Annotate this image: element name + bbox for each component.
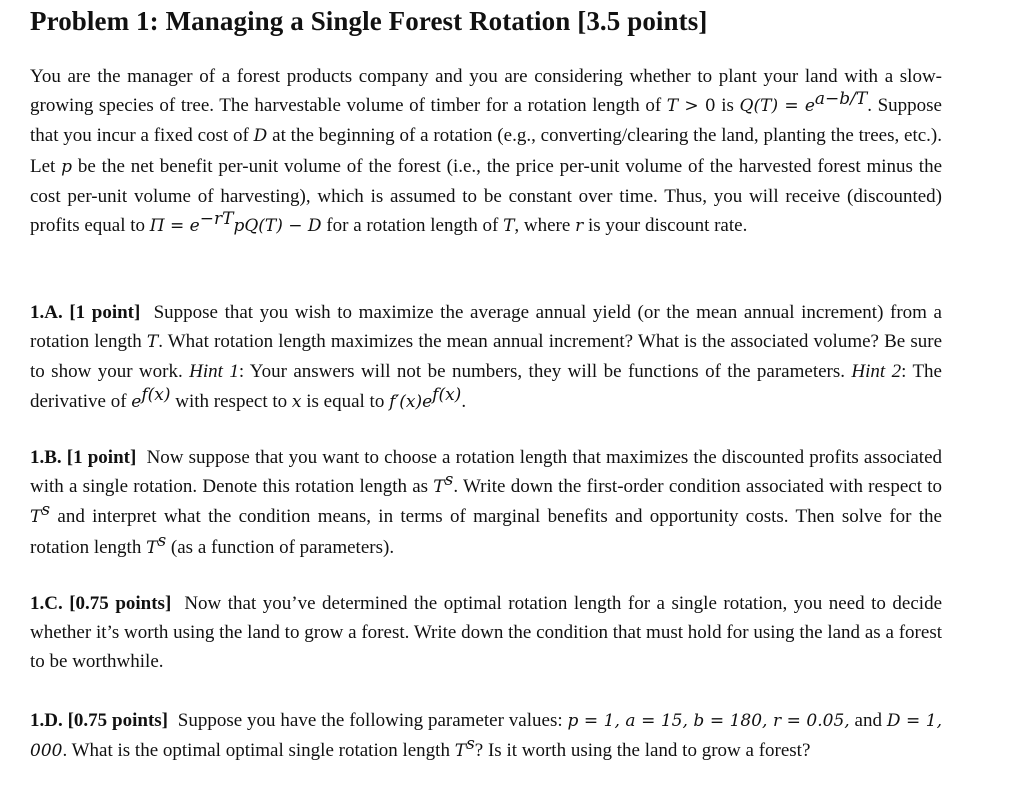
part-a-text: is equal to: [301, 390, 390, 412]
math-x: x: [291, 391, 302, 412]
intro-text: You are the manager of a forest products company and you are considering whether to plant your land with a slow-growing species of tree. The harvestable volume of timber for a rotation length of: [30, 66, 942, 117]
part-d-text: Suppose you have the following parameter values:: [177, 710, 568, 731]
part-a-text: : The derivative of: [30, 361, 942, 412]
math-T: T: [146, 537, 158, 558]
part-d-label: 1.D. [0.75 points]: [30, 710, 169, 731]
math-exponent: f(x): [141, 384, 171, 405]
math-T: T: [146, 332, 159, 353]
math-superscript-s: s: [157, 530, 167, 551]
math-T: T: [666, 96, 679, 117]
part-a-text: .: [461, 390, 467, 412]
math-superscript-s: s: [466, 734, 475, 755]
math-parameters: p = 1, a = 15, b = 180, r = 0.05,: [567, 711, 850, 731]
part-a-text: with respect to: [170, 390, 292, 412]
part-b-paragraph: [30, 443, 942, 563]
math-T: T: [503, 216, 515, 237]
intro-text: , where: [514, 215, 576, 237]
math-exponent: a−b/T: [814, 89, 868, 110]
part-b-text: (as a function of parameters).: [166, 536, 395, 558]
part-a-label: 1.A. [1 point]: [30, 302, 141, 323]
intro-text: is: [715, 95, 740, 117]
intro-text: . Suppose that you incur a fixed cost of: [30, 95, 942, 147]
math-Q-of-T: Q(T): [739, 96, 779, 117]
math-e: e: [131, 391, 142, 412]
part-b-text: . Write down the first-order condition associated with respect to: [453, 476, 942, 498]
math-T: T: [30, 507, 42, 528]
math-derivative: f′(x)e: [389, 391, 433, 412]
intro-text: for a rotation length of: [321, 215, 504, 237]
part-b-text: Now suppose that you want to choose a rotation length that maximizes the discounted profits associated with a single rotation. Denote this rotation length as: [30, 447, 942, 498]
math-gt-zero: > 0: [678, 96, 716, 117]
part-c-label: 1.C. [0.75 points]: [30, 593, 172, 614]
math-equals: =: [778, 96, 805, 117]
part-c-text: Now that you’ve determined the optimal rotation length for a single rotation, you need to decide whether it’s worth using the land to grow a forest. Write down the condition that must hold for using the land as a forest to be worthwhile.: [30, 593, 943, 673]
math-D-value: D = 1, 000: [30, 711, 943, 762]
intro-text: is your discount rate.: [583, 215, 748, 237]
part-a-paragraph: [30, 298, 942, 417]
math-T: T: [433, 477, 445, 498]
part-a-text: : Your answers will not be numbers, they will be functions of the parameters.: [238, 361, 852, 383]
hint-1-label: Hint 1: [189, 361, 239, 383]
part-c-paragraph: [30, 589, 942, 677]
math-D: D: [253, 126, 268, 147]
math-superscript-s: s: [444, 470, 454, 491]
math-exponent: −rT: [199, 209, 234, 230]
part-d-paragraph: [30, 706, 942, 766]
intro-text: at the beginning of a rotation (e.g., converting/clearing the land, planting the trees, etc.). Let: [30, 125, 942, 177]
part-a-text: Suppose that you wish to maximize the average annual yield (or the mean annual increment) from a rotation length: [30, 302, 942, 353]
intro-text: be the net benefit per-unit volume of the forest (i.e., the price per-unit volume of the harvested forest minus the cost per-unit volume of harvesting), which is assumed to be constant over time. Thus, you will receive (discounted) profits equal to: [30, 155, 943, 237]
part-d-text: and: [849, 710, 887, 731]
part-d-text: ? Is it worth using the land to grow a forest?: [474, 740, 811, 762]
hint-2-label: Hint 2: [851, 361, 902, 383]
math-profit: Π = e: [149, 216, 200, 237]
part-b-label: 1.B. [1 point]: [30, 447, 137, 468]
math-superscript-s: s: [41, 500, 51, 521]
math-r: r: [575, 216, 584, 237]
math-e: e: [804, 96, 815, 117]
math-exponent: f(x): [432, 384, 462, 405]
part-a-text: . What rotation length maximizes the mean annual increment? What is the associated volume? Be sure to show your work.: [30, 331, 942, 383]
math-T: T: [454, 741, 467, 762]
intro-paragraph: [30, 62, 942, 241]
part-b-text: and interpret what the condition means, in terms of marginal benefits and opportunity costs. Then solve for the rotation length: [30, 506, 942, 558]
part-d-text: . What is the optimal optimal single rotation length: [62, 740, 455, 762]
math-pQ-minus-D: pQ(T) − D: [233, 216, 322, 237]
math-p: p: [61, 156, 73, 177]
problem-title: Problem 1: Managing a Single Forest Rotation [3.5 points]: [30, 6, 708, 36]
